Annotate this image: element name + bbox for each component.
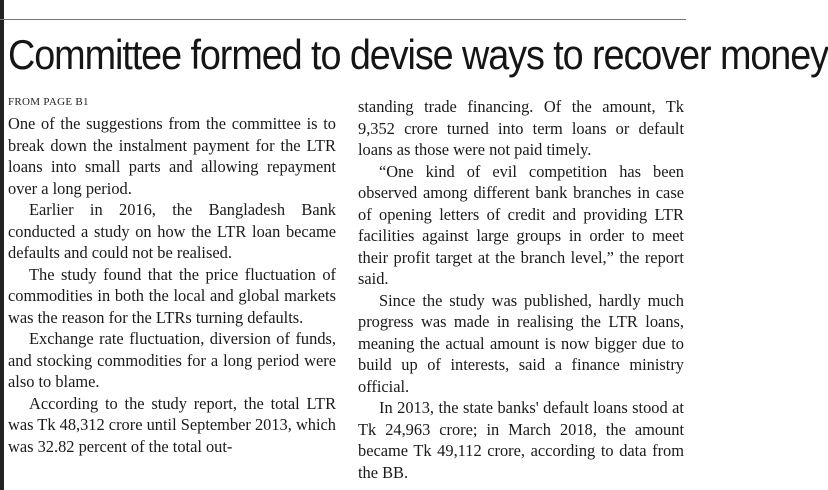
paragraph: In 2013, the state banks' default loans stood at Tk 24,963 crore; in March 2018, the amount became Tk 49,112 crore, according to data from the BB.: [358, 398, 684, 482]
left-border-bar: [0, 0, 4, 490]
paragraph: “One kind of evil competition has been observed among different bank branches in case of opening letters of credit and providing LTR facilities against large groups in order to meet their profit target at the branch level,” the report said.: [358, 161, 684, 288]
article-column-left: [8, 96, 336, 457]
top-rule: [0, 19, 686, 20]
paragraph: One of the suggestions from the committee is to break down the instalment payment for the LTR loans into small parts and allowing repayment over a long period.: [8, 114, 336, 198]
paragraph: According to the study report, the total LTR was Tk 48,312 crore until September 2013, which was 32.82 percent of the total out-: [8, 393, 336, 456]
paragraph: Exchange rate fluctuation, diversion of funds, and stocking commodities for a long period were also to blame.: [8, 329, 336, 391]
paragraph: standing trade financing. Of the amount, Tk 9,352 crore turned into term loans or default loans as those were not paid timely.: [358, 97, 684, 159]
article-column-right: [358, 96, 684, 483]
paragraph: The study found that the price fluctuation of commodities in both the local and global markets was the reason for the LTRs turning defaults.: [8, 264, 336, 327]
article-headline: Committee formed to devise ways to recover money: [8, 31, 828, 78]
paragraph: Earlier in 2016, the Bangladesh Bank conducted a study on how the LTR loan became defaults and could not be realised.: [8, 200, 336, 262]
paragraph: Since the study was published, hardly much progress was made in realising the LTR loans, meaning the actual amount is now bigger due to build up of interests, said a finance ministry official.: [358, 290, 684, 396]
jump-label: FROM PAGE B1: [8, 96, 89, 108]
